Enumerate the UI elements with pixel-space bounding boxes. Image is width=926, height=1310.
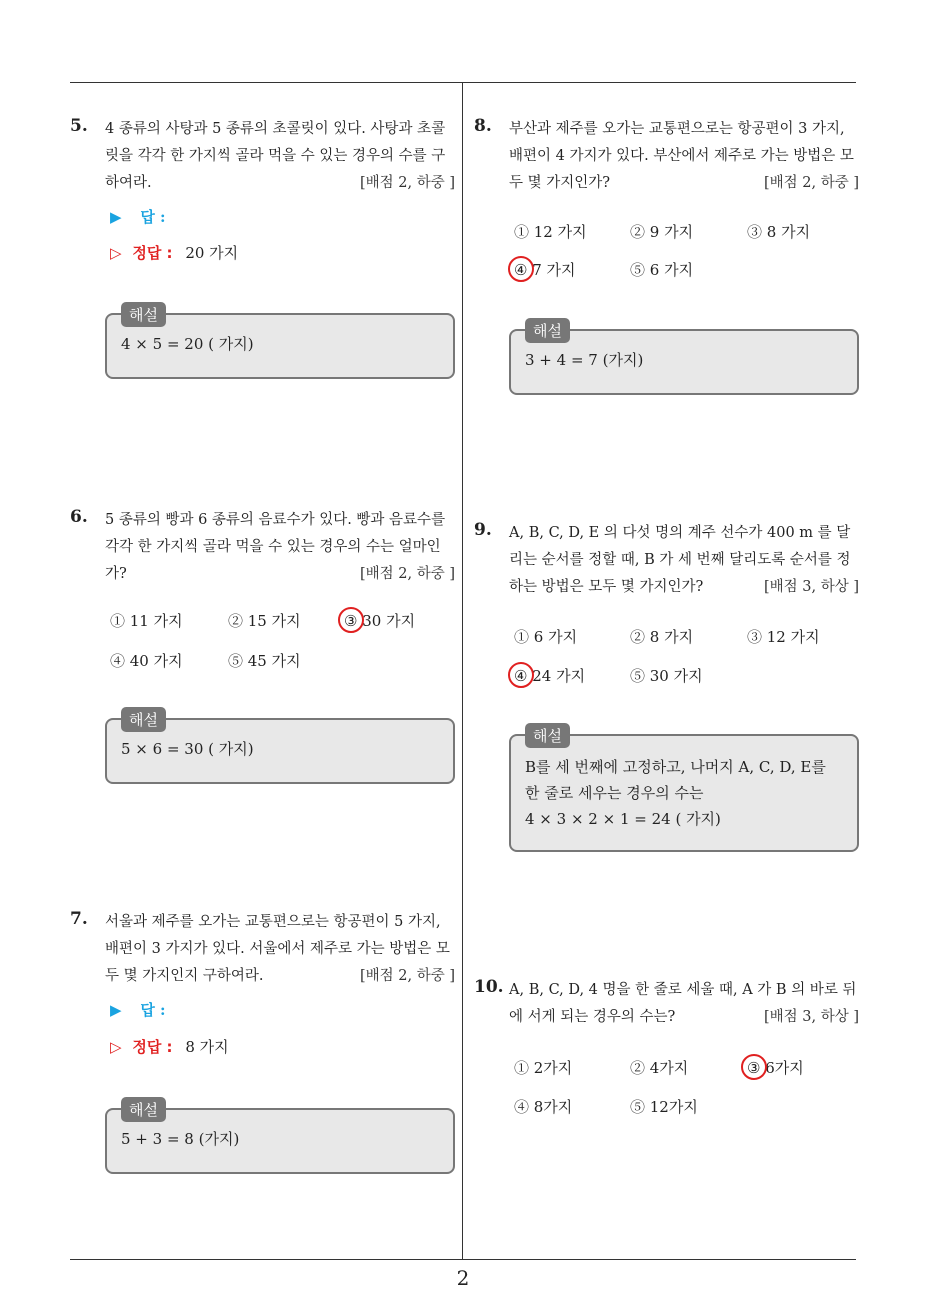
correct-value: 20 가지 (185, 244, 239, 262)
play-arrow-icon: ▶ (110, 1001, 122, 1019)
correct-circle-mark: ④ (514, 261, 528, 279)
correct-answer-line (110, 1036, 229, 1057)
correct-label: 정답 : (132, 1038, 173, 1056)
bottom-rule (70, 1259, 856, 1260)
solution-panel (105, 1101, 455, 1174)
choice-1[interactable]: ① 12 가지 (514, 223, 587, 241)
question-meta: [배점 2, 하중 ] (359, 968, 455, 984)
choice-text: 24 가지 (532, 667, 586, 685)
question-number: 10. (474, 977, 504, 997)
correct-circle-mark: ④ (514, 667, 528, 685)
solution-text (525, 754, 826, 832)
choice-4[interactable]: ④ 40 가지 (110, 652, 183, 670)
choice-text: 30 가지 (362, 612, 416, 630)
question-meta: [배점 2, 하중 ] (359, 175, 455, 191)
choice-5[interactable]: ⑤ 45 가지 (228, 652, 301, 670)
solution-line-1: B를 세 번째에 고정하고, 나머지 A, C, D, E를 (525, 758, 826, 776)
solution-panel (105, 306, 455, 379)
choice-4[interactable] (514, 259, 576, 280)
question-body: A, B, C, D, 4 명을 한 줄로 세울 때, A 가 B 의 바로 뒤에 서게 되는 경우의 수는? (509, 982, 857, 1025)
question-text (105, 116, 455, 197)
solution-tag: 해설 (525, 723, 570, 748)
choice-text: 6가지 (765, 1059, 804, 1077)
choice-2[interactable]: ② 9 가지 (630, 223, 694, 241)
solution-text: 4 × 5 = 20 ( 가지) (121, 335, 254, 353)
correct-answer-line (110, 242, 238, 263)
question-meta: [배점 2, 하중 ] (359, 566, 455, 582)
solution-text: 3 + 4 = 7 (가지) (525, 351, 644, 369)
answer-input-line[interactable] (110, 206, 166, 227)
question-text (509, 116, 859, 197)
solution-panel (509, 727, 859, 852)
question-number: 6. (70, 507, 88, 527)
question-number: 5. (70, 116, 88, 136)
choice-text: 7 가지 (532, 261, 576, 279)
choice-1[interactable]: ① 6 가지 (514, 628, 578, 646)
solution-panel (105, 711, 455, 784)
choice-5[interactable]: ⑤ 30 가지 (630, 667, 703, 685)
outline-arrow-icon: ▷ (110, 244, 122, 262)
choice-3[interactable]: ③ 12 가지 (747, 628, 820, 646)
solution-text: 5 × 6 = 30 ( 가지) (121, 740, 254, 758)
question-number: 8. (474, 116, 492, 136)
question-meta: [배점 2, 하중 ] (763, 175, 859, 191)
choice-2[interactable]: ② 15 가지 (228, 612, 301, 630)
question-text (509, 520, 859, 601)
solution-tag: 해설 (121, 302, 166, 327)
solution-tag: 해설 (121, 707, 166, 732)
choice-4[interactable]: ④ 8가지 (514, 1098, 573, 1116)
question-text (105, 909, 455, 990)
choice-3[interactable] (747, 1057, 804, 1078)
solution-line-3: 4 × 3 × 2 × 1 = 24 ( 가지) (525, 810, 721, 828)
question-body: 5 종류의 빵과 6 종류의 음료수가 있다. 빵과 음료수를 각각 한 가지씩 골라 먹을 수 있는 경우의 수는 얼마인가? (105, 512, 446, 582)
choice-4[interactable] (514, 665, 585, 686)
correct-label: 정답 : (132, 244, 173, 262)
choice-5[interactable]: ⑤ 12가지 (630, 1098, 698, 1116)
play-arrow-icon: ▶ (110, 208, 122, 226)
choice-1[interactable]: ① 11 가지 (110, 612, 183, 630)
answer-input-line[interactable] (110, 999, 166, 1020)
page-number: 2 (456, 1266, 470, 1290)
choice-1[interactable]: ① 2가지 (514, 1059, 573, 1077)
column-divider (462, 83, 463, 1259)
solution-text: 5 + 3 = 8 (가지) (121, 1130, 240, 1148)
answer-label: 답 : (140, 1001, 166, 1019)
choice-3[interactable] (344, 610, 415, 631)
question-body: 4 종류의 사탕과 5 종류의 초콜릿이 있다. 사탕과 초콜릿을 각각 한 가지씩 골라 먹을 수 있는 경우의 수를 구하여라. (105, 121, 446, 191)
question-number: 9. (474, 520, 492, 540)
solution-tag: 해설 (121, 1097, 166, 1122)
question-text (509, 977, 859, 1031)
top-rule (70, 82, 856, 83)
question-meta: [배점 3, 하상 ] (763, 1009, 859, 1025)
solution-panel (509, 322, 859, 395)
correct-circle-mark: ③ (747, 1059, 761, 1077)
question-text (105, 507, 455, 588)
question-body: 부산과 제주를 오가는 교통편으로는 항공편이 3 가지, 배편이 4 가지가 있다. 부산에서 제주로 가는 방법은 모두 몇 가지인가? (509, 121, 854, 191)
answer-label: 답 : (140, 208, 166, 226)
question-body: A, B, C, D, E 의 다섯 명의 계주 선수가 400 m 를 달리는 순서를 정할 때, B 가 세 번째 달리도록 순서를 정하는 방법은 모두 몇 가지인가? (509, 525, 851, 595)
choice-2[interactable]: ② 8 가지 (630, 628, 694, 646)
question-body: 서울과 제주를 오가는 교통편으로는 항공편이 5 가지, 배편이 3 가지가 있다. 서울에서 제주로 가는 방법은 모두 몇 가지인지 구하여라. (105, 914, 450, 984)
choice-5[interactable]: ⑤ 6 가지 (630, 261, 694, 279)
correct-value: 8 가지 (185, 1038, 229, 1056)
question-meta: [배점 3, 하상 ] (763, 579, 859, 595)
choice-3[interactable]: ③ 8 가지 (747, 223, 811, 241)
choice-2[interactable]: ② 4가지 (630, 1059, 689, 1077)
correct-circle-mark: ③ (344, 612, 358, 630)
solution-tag: 해설 (525, 318, 570, 343)
question-number: 7. (70, 909, 88, 929)
outline-arrow-icon: ▷ (110, 1038, 122, 1056)
solution-line-2: 한 줄로 세우는 경우의 수는 (525, 784, 704, 802)
